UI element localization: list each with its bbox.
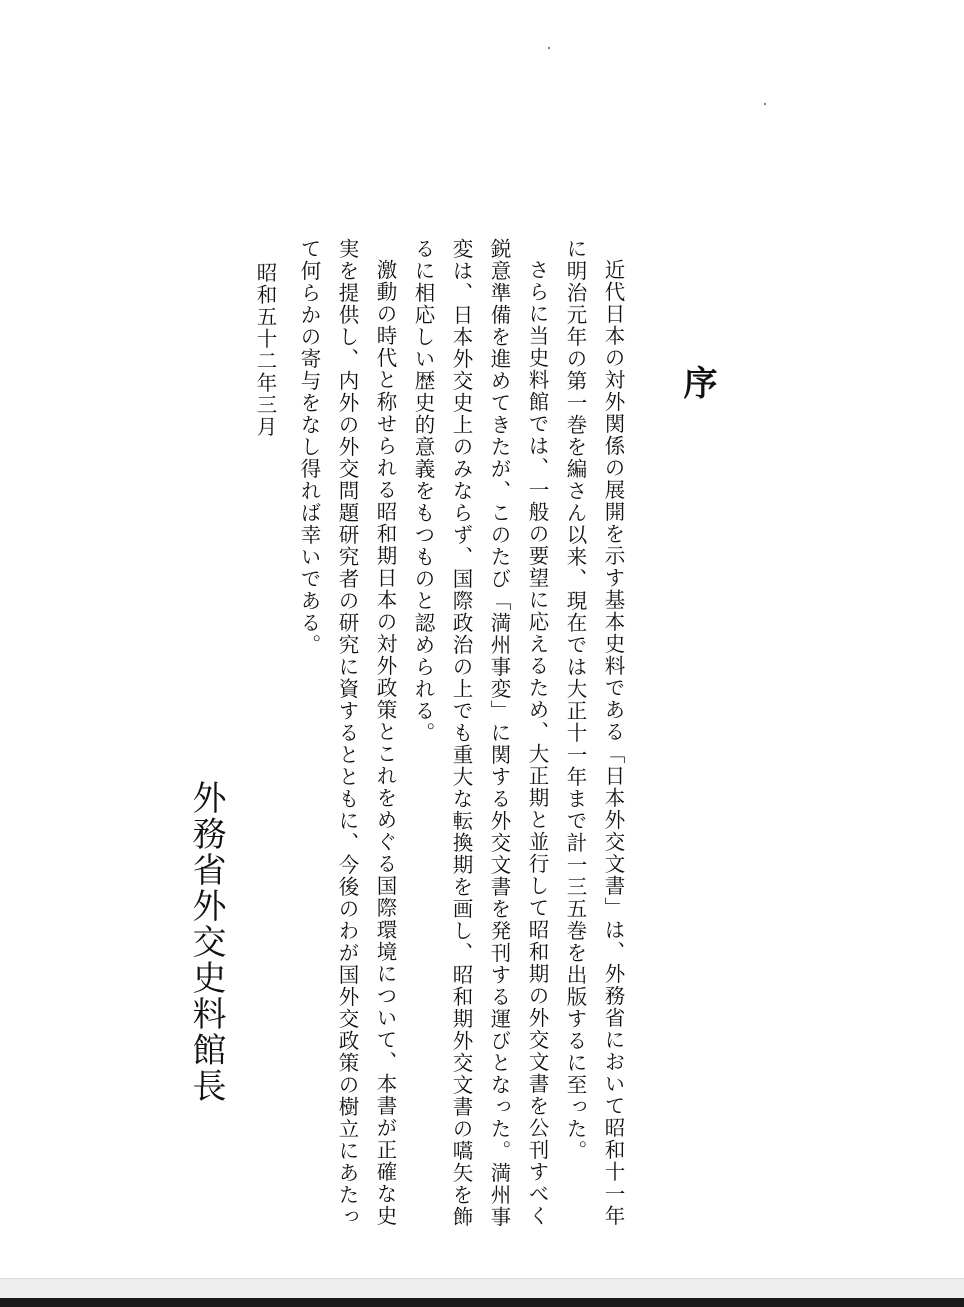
signature: 外務省外交史料館長 bbox=[186, 780, 226, 1104]
preface-line-2: に明治元年の第一巻を編さん以来、現在では大正十一年まで計一三五巻を出版するに至った。 bbox=[563, 238, 587, 1162]
document-title: 序 bbox=[677, 365, 717, 399]
scan-speck bbox=[548, 47, 550, 49]
preface-line-1: 近代日本の対外関係の展開を示す基本史料である「日本外交文書」は、外務省において昭和十一年 bbox=[601, 258, 625, 1227]
preface-line-6: るに相応しい歴史的意義をもつものと認められる。 bbox=[411, 238, 435, 744]
preface-line-5: 変は、日本外交史上のみならず、国際政治の上でも重大な転換期を画し、昭和期外交文書の嚆矢を飾 bbox=[449, 238, 473, 1228]
scan-speck bbox=[764, 103, 766, 105]
preface-body bbox=[290, 238, 632, 1228]
preface-line-7: 激動の時代と称せられる昭和期日本の対外政策とこれをめぐる国際環境について、本書が正確な史 bbox=[373, 258, 397, 1227]
viewer-bottom-bar bbox=[0, 1278, 964, 1299]
preface-line-4: 鋭意準備を進めてきたが、このたび「満州事変」に関する外交文書を発刊する運びとなった。満州事 bbox=[487, 238, 511, 1228]
preface-line-8: 実を提供し、内外の外交問題研究者の研究に資するとともに、今後のわが国外交政策の樹立にあたっ bbox=[335, 238, 359, 1228]
preface-line-3: さらに当史料館では、一般の要望に応えるため、大正期と並行して昭和期の外交文書を公刊すべく bbox=[525, 258, 549, 1227]
document-date: 昭和五十二年三月 bbox=[253, 262, 277, 438]
preface-line-9: て何らかの寄与をなし得れば幸いである。 bbox=[297, 238, 321, 656]
viewer-bottom-edge bbox=[0, 1298, 964, 1307]
